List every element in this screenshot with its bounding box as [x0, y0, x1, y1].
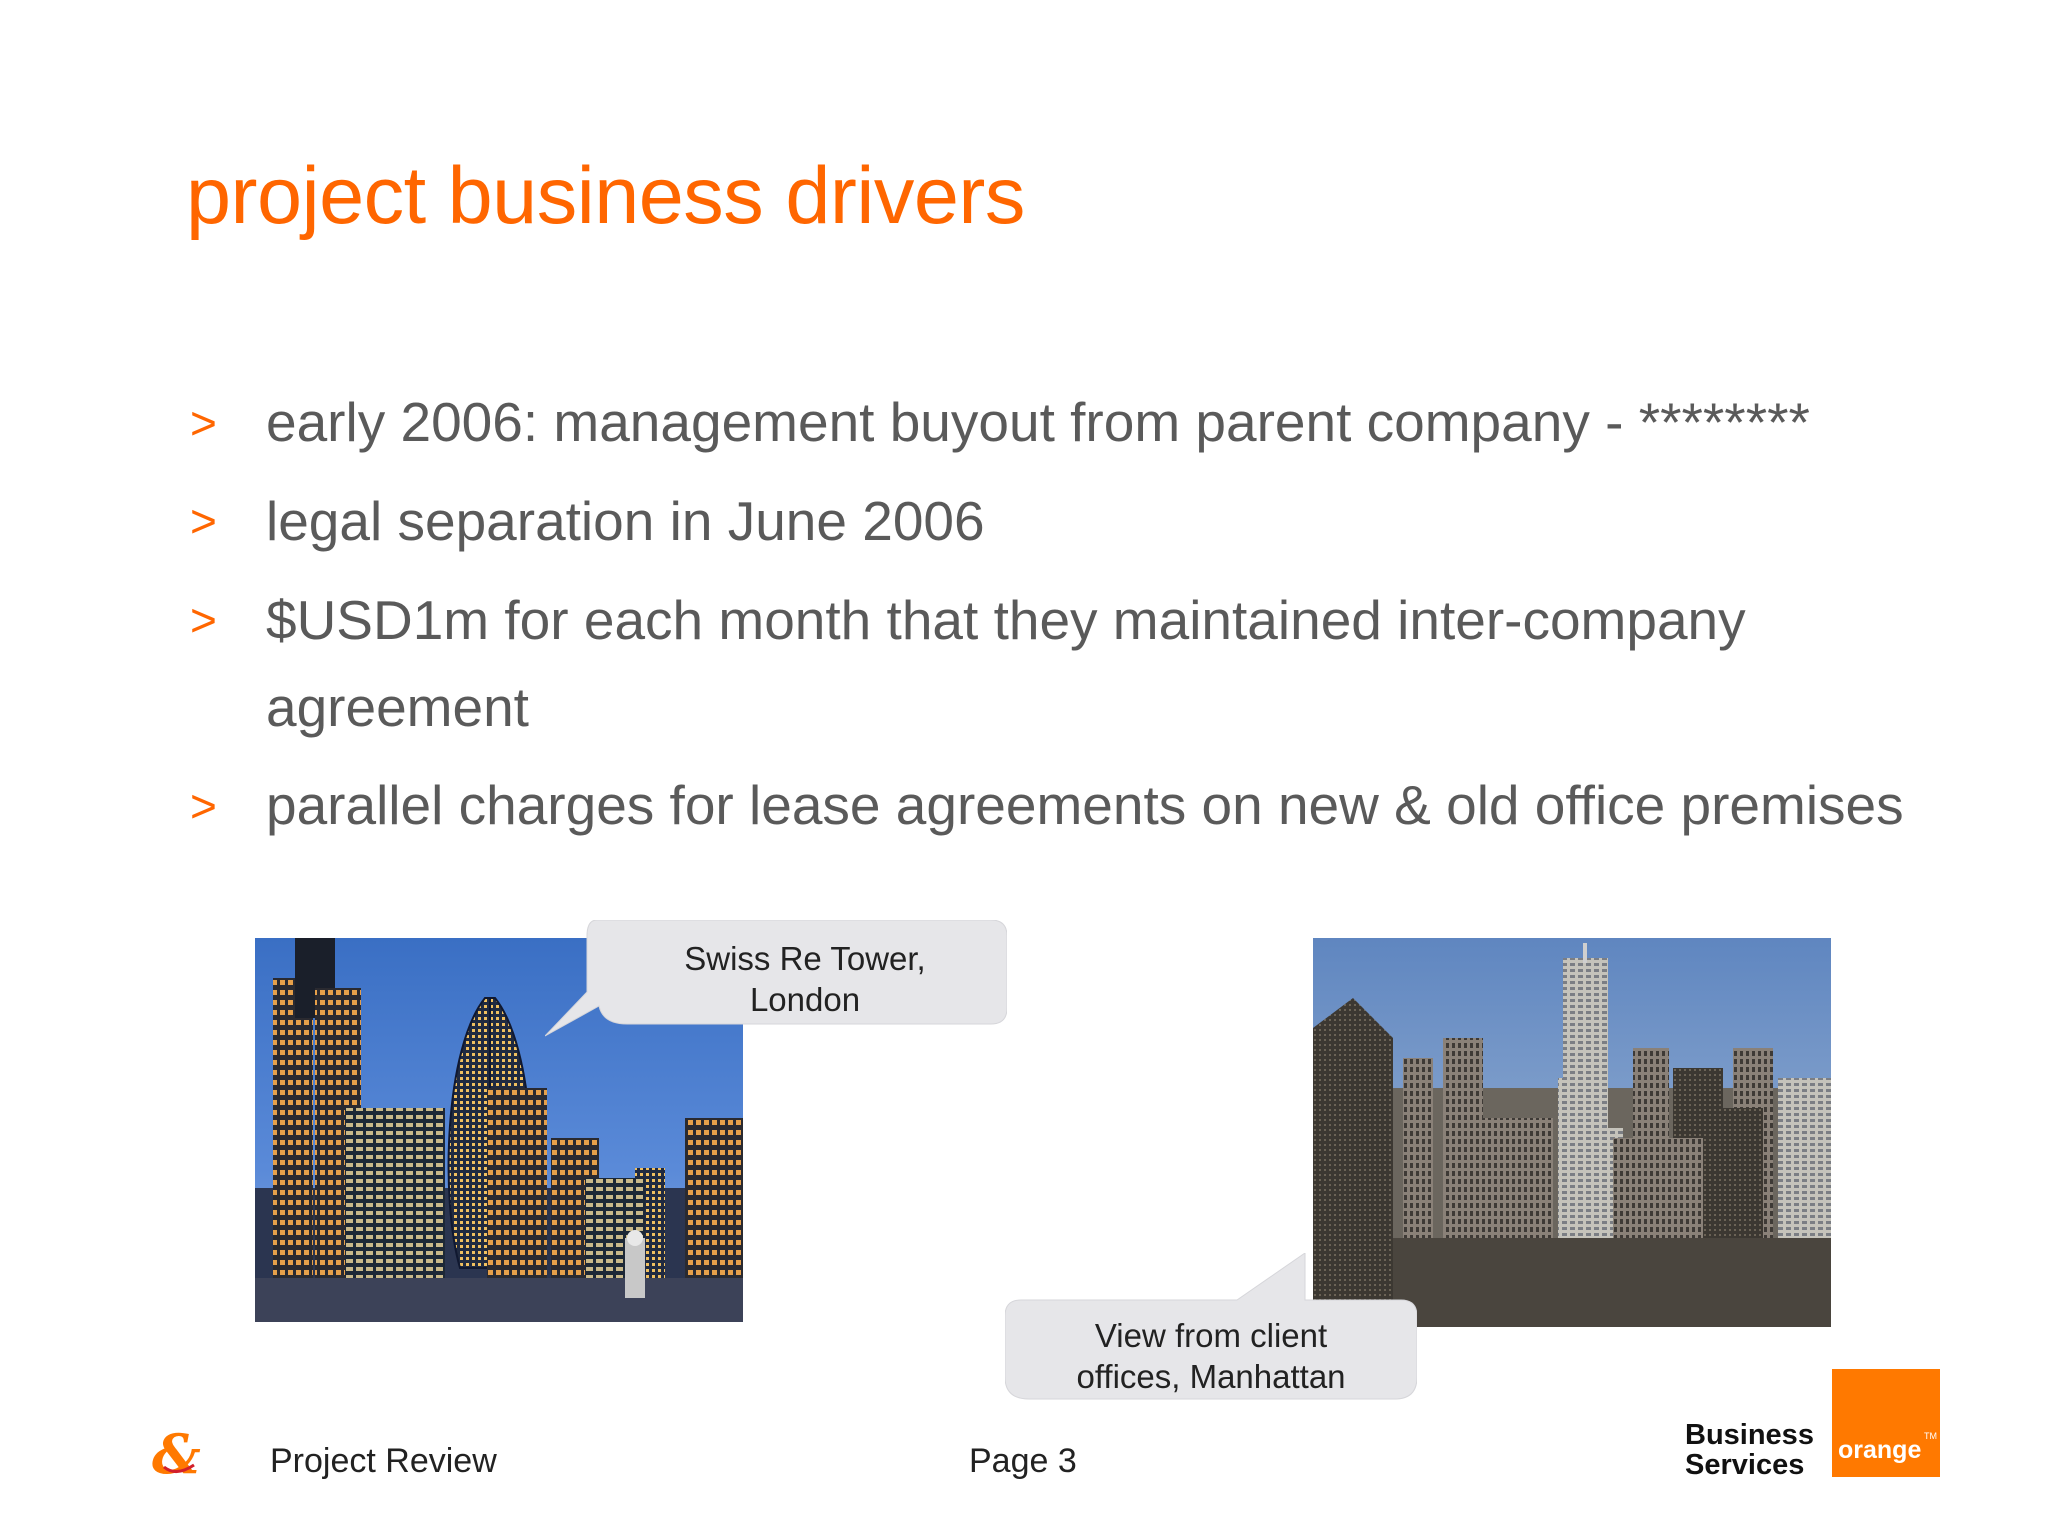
bullet-text: legal separation in June 2006: [266, 490, 985, 552]
callout-manhattan-line-2: offices, Manhattan: [1076, 1358, 1346, 1395]
ampersand-glyph: &: [152, 1425, 201, 1483]
business-services-line-1: Business: [1685, 1419, 1814, 1451]
bullet-marker: >: [190, 594, 217, 646]
bullet-text: early 2006: management buyout from parent company - ********: [266, 391, 1810, 453]
bullet-text: parallel charges for lease agreements on new & old office premises: [266, 774, 1904, 836]
slide-title: project business drivers: [186, 151, 1025, 241]
business-services-label: [1685, 1420, 1814, 1480]
bullet-marker: >: [190, 495, 217, 547]
callout-london-line-1: Swiss Re Tower,: [684, 940, 926, 977]
page-number: Page 3: [969, 1442, 1077, 1480]
orange-logo: [1832, 1369, 1940, 1477]
bullet-text-continued: agreement: [266, 676, 529, 738]
ampersand-logo-icon: [150, 1425, 202, 1483]
presentation-name: Project Review: [270, 1442, 497, 1480]
bullet-marker: >: [190, 397, 217, 449]
trademark-mark: TM: [1924, 1431, 1937, 1441]
orange-logo-text: orange: [1838, 1436, 1922, 1464]
bullet-text: $USD1m for each month that they maintained inter-company: [266, 589, 1746, 651]
callout-manhattan: [1005, 1253, 1417, 1401]
business-services-line-2: Services: [1685, 1449, 1805, 1481]
ampersand-logo-graphic: [150, 1425, 202, 1483]
callout-london-line-2: London: [749, 981, 861, 1018]
callout-manhattan-line-1: View from client: [1094, 1317, 1328, 1354]
bullet-marker: >: [190, 780, 217, 832]
callout-london: [545, 920, 1007, 1055]
